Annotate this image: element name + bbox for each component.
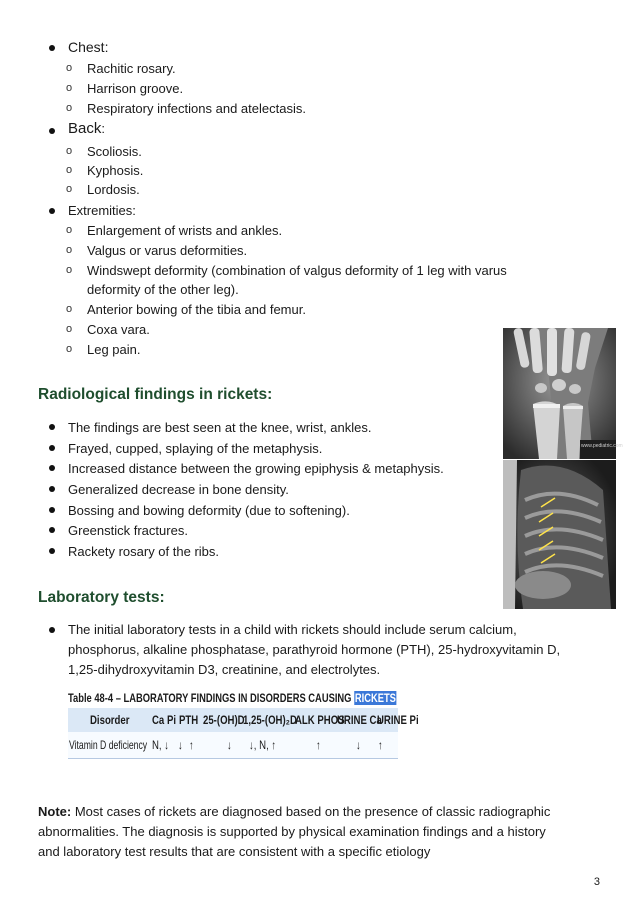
table-cell: ↓ (177, 738, 183, 752)
column-header: Disorder (90, 713, 130, 727)
table-header-row (68, 708, 419, 732)
column-header: 1,25-(OH)₂D (243, 713, 297, 727)
extremities-heading: Extremities: (68, 203, 136, 218)
bullet-extremities (49, 208, 55, 214)
sub-bullet: o (66, 102, 73, 114)
table-cell: Vitamin D deficiency (69, 738, 148, 752)
radiological-heading: Radiological findings in rickets: (38, 386, 273, 403)
wrist-xray-image (503, 328, 623, 459)
paragraph-line: abnormalities. The diagnosis is supported by physical examination findings and a history (38, 824, 546, 839)
paragraph-line: phosphorus, alkaline phosphatase, parathyroid hormone (PTH), 25-hydroxyvitamin D, (68, 642, 561, 657)
list-item: Leg pain. (87, 342, 141, 357)
sub-bullet: o (66, 183, 73, 195)
sub-bullet: o (66, 323, 73, 335)
sub-bullet: o (66, 62, 73, 74)
list-item: Kyphosis. (87, 163, 144, 178)
paragraph-line: The initial laboratory tests in a child with rickets should include serum calcium, (68, 622, 517, 637)
bullet (49, 527, 55, 533)
table-cell: ↑ (316, 738, 321, 752)
bullet (49, 507, 55, 513)
sub-bullet: o (66, 303, 73, 315)
sub-bullet: o (66, 244, 73, 256)
list-item: Rackety rosary of the ribs. (68, 544, 219, 559)
column-header: 25-(OH)D (203, 713, 245, 727)
page-number: 3 (593, 876, 600, 888)
list-item: Bossing and bowing deformity (due to softening). (68, 503, 350, 518)
table-cell: N, ↓ (152, 738, 170, 752)
table-caption: Table 48-4 – LABORATORY FINDINGS IN DISORDERS CAUSING RICKETS (68, 691, 396, 705)
bullet (49, 627, 55, 633)
list-item: Generalized decrease in bone density. (68, 482, 289, 497)
caption-highlight: RICKETS (354, 691, 396, 705)
note-paragraph (38, 802, 598, 862)
table-cell: ↑ (377, 738, 383, 752)
sub-bullet: o (66, 264, 73, 276)
list-item: Frayed, cupped, splaying of the metaphysis. (68, 441, 323, 456)
sub-bullet: o (66, 164, 73, 176)
sub-bullet: o (66, 224, 73, 236)
column-header: Ca (152, 713, 165, 727)
list-item: Harrison groove. (87, 81, 184, 96)
bullet (49, 445, 55, 451)
bullet (49, 424, 55, 430)
table-row (68, 732, 398, 759)
list-item: Increased distance between the growing epiphysis & metaphysis. (68, 461, 444, 476)
column-header: URINE Ca (337, 713, 382, 727)
bullet (49, 548, 55, 554)
back-heading: Back: (68, 120, 105, 137)
bullet-chest (49, 45, 55, 51)
list-item: Enlargement of wrists and ankles. (87, 223, 283, 238)
list-item: Greenstick fractures. (68, 523, 188, 538)
note-label: Note: (38, 804, 72, 819)
chest-heading: Chest: (68, 39, 109, 55)
paragraph-line: Note: Most cases of rickets are diagnosed based on the presence of classic radiographic (38, 804, 551, 819)
column-header: URINE Pi (377, 713, 419, 727)
lab-findings-table (68, 688, 419, 759)
paragraph-line: 1,25-dihydroxyvitamin D3, creatinine, and electrolytes. (68, 662, 381, 677)
chest-xray-image (503, 460, 616, 609)
column-header: ALK PHOS (295, 713, 345, 727)
sub-bullet: o (66, 145, 73, 157)
laboratory-heading: Laboratory tests: (38, 589, 165, 606)
list-item: Windswept deformity (combination of valgus deformity of 1 leg with varus (87, 263, 507, 278)
list-item: Lordosis. (87, 182, 140, 197)
bullet (49, 465, 55, 471)
list-item: Scoliosis. (87, 144, 142, 159)
list-item: The findings are best seen at the knee, wrist, ankles. (68, 420, 372, 435)
column-header: Pi (167, 713, 177, 727)
paragraph-line: and laboratory test results that are consistent with a specific etiology (38, 844, 431, 859)
bullet (49, 486, 55, 492)
list-item: Anterior bowing of the tibia and femur. (87, 302, 306, 317)
list-item-continuation: deformity of the other leg). (87, 282, 239, 297)
list-item: Rachitic rosary. (87, 61, 176, 76)
xray-watermark: www.pediatric.com (581, 443, 623, 449)
wrist-xray-drawing (503, 328, 623, 459)
table-cell: ↓ (355, 738, 361, 752)
list-item: Valgus or varus deformities. (87, 243, 248, 258)
list-item: Coxa vara. (87, 322, 150, 337)
laboratory-paragraph (68, 620, 598, 680)
chest-xray-drawing (503, 460, 616, 609)
bullet-back (49, 128, 55, 134)
table-cell: ↓ (226, 738, 232, 752)
column-header: PTH (179, 713, 199, 727)
list-item: Respiratory infections and atelectasis. (87, 101, 306, 116)
sub-bullet: o (66, 82, 73, 94)
table-cell: ↑ (188, 738, 194, 752)
sub-bullet: o (66, 343, 73, 355)
table-cell: ↓, N, ↑ (249, 738, 277, 752)
